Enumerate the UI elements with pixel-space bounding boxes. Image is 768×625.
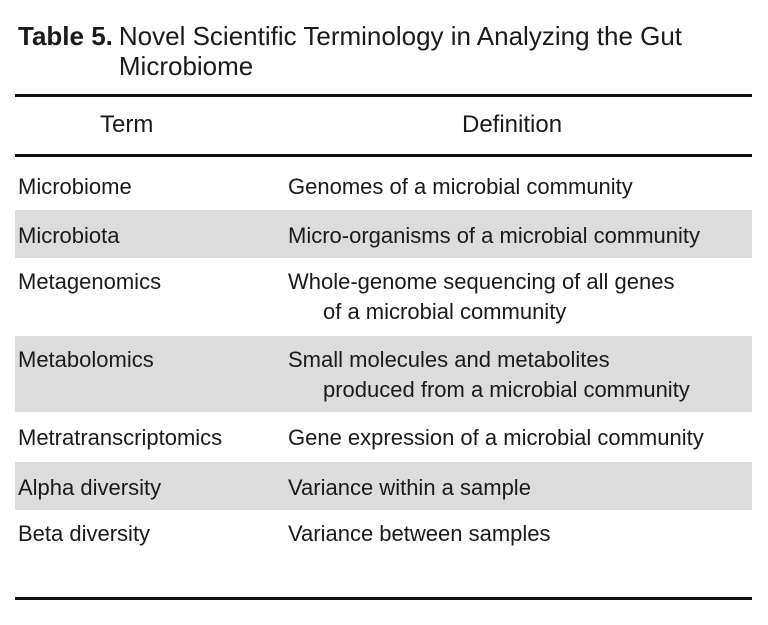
- term-cell: Alpha diversity: [18, 475, 162, 500]
- definition-cell: [288, 423, 758, 453]
- definition-cell: [288, 473, 758, 503]
- definition-line: of a microbial community: [323, 299, 567, 324]
- definition-cell: [288, 345, 758, 405]
- table-row: [15, 258, 752, 336]
- bottom-rule: [15, 597, 752, 600]
- table-row: [15, 510, 752, 560]
- definition-line: produced from a microbial community: [323, 377, 690, 402]
- header-term: Term: [100, 111, 154, 138]
- top-rule: [15, 94, 752, 97]
- definition-line: Variance between samples: [288, 521, 551, 546]
- definition-line: Genomes of a microbial community: [288, 174, 633, 199]
- table-row: [15, 170, 752, 210]
- term-cell: Microbiome: [18, 174, 132, 199]
- definition-line: Small molecules and metabolites: [288, 347, 610, 372]
- caption-label: Table 5.: [18, 21, 113, 51]
- caption-text: Novel Scientific Terminology in Analyzing the Gut Microbiome: [118, 21, 683, 81]
- definition-cell: [288, 519, 758, 549]
- term-cell: Metratranscriptomics: [18, 425, 223, 450]
- table-row: [15, 462, 752, 510]
- definition-cell: [288, 172, 758, 202]
- table-row: [15, 412, 752, 462]
- definition-line: Gene expression of a microbial community: [288, 425, 704, 450]
- definition-cell: [288, 221, 758, 251]
- definition-line: Variance within a sample: [288, 475, 531, 500]
- header-definition: Definition: [462, 111, 563, 138]
- definition-line: Whole-genome sequencing of all genes: [288, 269, 675, 294]
- term-cell: Metabolomics: [18, 347, 154, 372]
- table-caption: [18, 21, 758, 81]
- definition-cell: [288, 267, 758, 327]
- term-cell: Beta diversity: [18, 521, 151, 546]
- term-cell: Microbiota: [18, 223, 120, 248]
- header-rule: [15, 154, 752, 157]
- table-row: [15, 336, 752, 412]
- term-cell: Metagenomics: [18, 269, 162, 294]
- table-row: [15, 210, 752, 258]
- definition-line: Micro-organisms of a microbial community: [288, 223, 700, 248]
